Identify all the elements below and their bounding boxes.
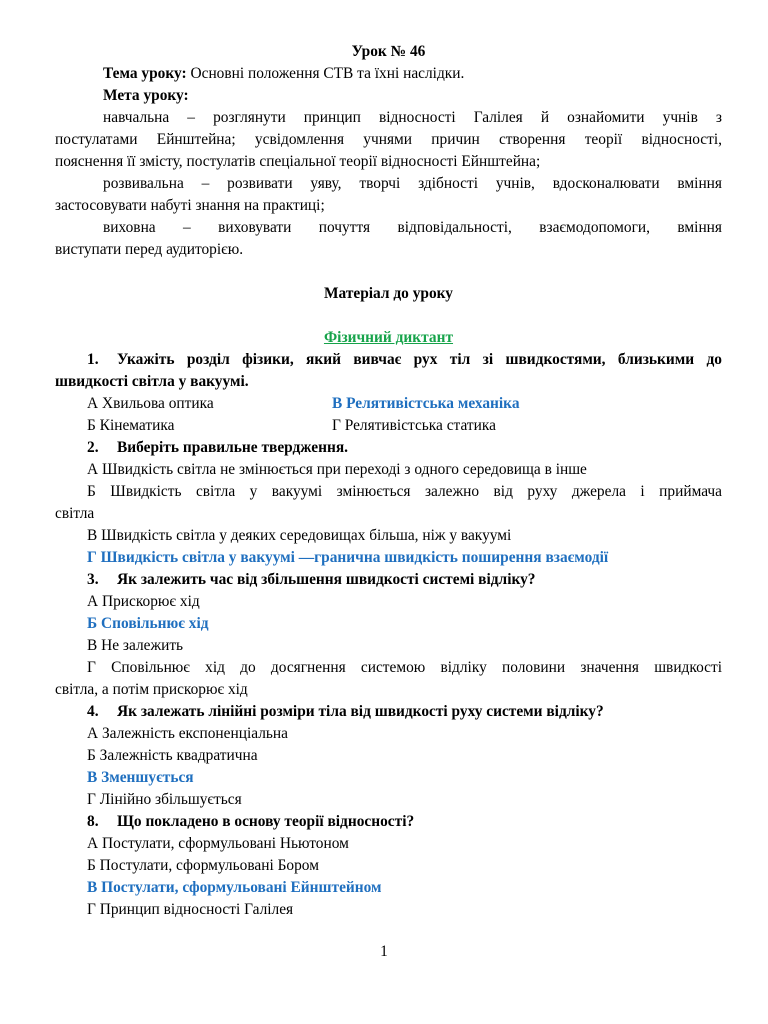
question-2-text: Виберіть правильне твердження. <box>117 439 349 456</box>
goal-educational-line-1: навчальна – розглянути принцип відносності Галілея й ознайомити учнів з <box>103 109 722 126</box>
q1-option-g: Г Релятивістська статика <box>332 417 496 434</box>
document-page <box>55 41 722 921</box>
goal-educational-line-3: пояснення її змісту, постулатів спеціальної теорії відносності Ейнштейна; <box>55 153 541 170</box>
question-4-number: 4. <box>87 703 99 720</box>
topic-text: Основні положення СТВ та їхні наслідки. <box>186 65 465 82</box>
q3-option-g-line-2: світла, а потім прискорює хід <box>55 681 248 698</box>
q1-option-v-correct: В Релятивістська механіка <box>332 395 520 412</box>
q2-option-b-line-1: Б Швидкість світла у вакуумі змінюється залежно від руху джерела і приймача <box>87 483 722 500</box>
q8-option-g: Г Принцип відносності Галілея <box>87 901 294 918</box>
goal-educational-line-2: постулатами Ейнштейна; усвідомлення учнями причин створення теорії відносності, <box>55 131 722 148</box>
material-heading: Матеріал до уроку <box>324 285 453 302</box>
q2-option-v: В Швидкість світла у деяких середовищах більша, ніж у вакуумі <box>87 527 512 544</box>
topic-line <box>55 63 722 85</box>
question-1-number: 1. <box>87 351 99 368</box>
lesson-title: Урок № 46 <box>351 43 426 60</box>
q2-option-a: А Швидкість світла не змінюється при переході з одного середовища в інше <box>87 461 587 478</box>
question-8-text: Що покладено в основу теорії відносності? <box>117 813 415 830</box>
q3-option-b-correct: Б Сповільнює хід <box>87 615 209 632</box>
q1-option-b: Б Кінематика <box>87 417 175 434</box>
q4-option-a: А Залежність експоненціальна <box>87 725 288 742</box>
q4-option-v-correct: В Зменшується <box>87 769 194 786</box>
question-2-line <box>55 437 722 459</box>
q4-option-g: Г Лінійно збільшується <box>87 791 242 808</box>
question-1-options-row-2 <box>55 415 722 437</box>
goal-developmental-line-1: розвивальна – розвивати уяву, творчі здібності учнів, вдосконалювати вміння <box>103 175 722 192</box>
question-8-line <box>55 811 722 833</box>
question-3-number: 3. <box>87 571 99 588</box>
dictation-heading: Фізичний диктант <box>323 329 454 346</box>
q4-option-b: Б Залежність квадратична <box>87 747 258 764</box>
q3-option-g-line-1: Г Сповільнює хід до досягнення системою відліку половини значення швидкості <box>87 659 722 676</box>
question-3-text: Як залежить час від збільшення швидкості системі відліку? <box>117 571 536 588</box>
q3-option-v: В Не залежить <box>87 637 184 654</box>
question-8-number: 8. <box>87 813 99 830</box>
q1-option-a: А Хвильова оптика <box>87 395 214 412</box>
question-1-text: Укажіть розділ фізики, який вивчає рух тіл зі швидкостями, близькими до <box>117 351 722 368</box>
q8-option-b: Б Постулати, сформульовані Бором <box>87 857 319 874</box>
q3-option-a: А Прискорює хід <box>87 593 200 610</box>
question-4-line <box>55 701 722 723</box>
q2-option-g-correct: Г Швидкість світла у вакуумі —гранична швидкість поширення взаємодії <box>87 549 609 566</box>
question-1-line-2: швидкості світла у вакуумі. <box>55 373 249 390</box>
q2-option-b-line-2: світла <box>55 505 95 522</box>
question-3-line <box>55 569 722 591</box>
question-1-options-row-1 <box>55 393 722 415</box>
question-2-number: 2. <box>87 439 99 456</box>
page-number: 1 <box>380 943 388 960</box>
goal-label: Мета уроку: <box>103 87 189 104</box>
question-1-line-1 <box>55 349 722 371</box>
goal-developmental-line-2: застосовувати набуті знання на практиці; <box>55 197 325 214</box>
topic-label: Тема уроку: <box>103 65 187 82</box>
q8-option-a: А Постулати, сформульовані Ньютоном <box>87 835 349 852</box>
goal-upbringing-line-2: виступати перед аудиторією. <box>55 241 244 258</box>
goal-upbringing-line-1: виховна – виховувати почуття відповідальності, взаємодопомоги, вміння <box>103 219 722 236</box>
question-4-text: Як залежать лінійні розміри тіла від швидкості руху системи відліку? <box>117 703 604 720</box>
q8-option-v-correct: В Постулати, сформульовані Ейнштейном <box>87 879 382 896</box>
